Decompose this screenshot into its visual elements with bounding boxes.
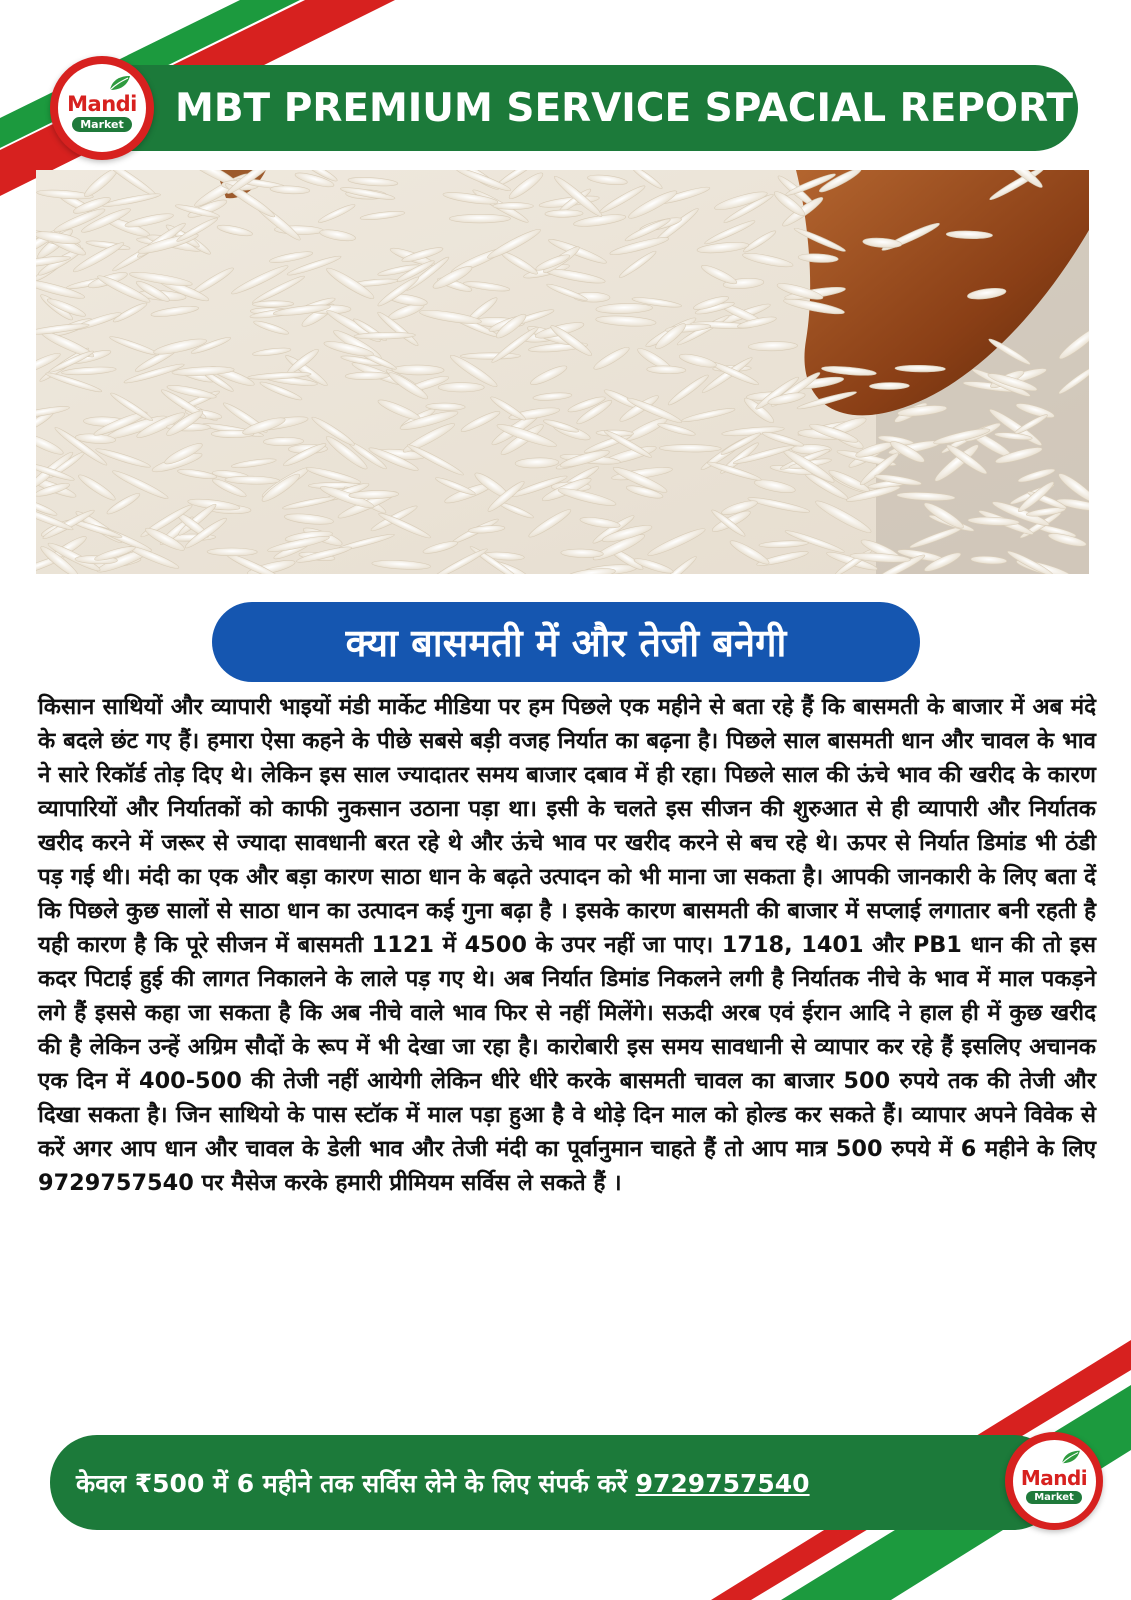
leaf-icon	[1060, 1449, 1082, 1465]
logo-mandi-text: Mandi	[67, 91, 137, 116]
logo-top	[50, 56, 154, 160]
logo-mandi-text: Mandi	[1020, 1465, 1088, 1490]
leaf-icon	[108, 74, 132, 92]
footer-text	[76, 1466, 810, 1500]
logo-market-text: Market	[1026, 1491, 1082, 1504]
rice-photo	[36, 170, 1089, 574]
footer-message: केवल ₹500 में 6 महीने तक सर्विस लेने के लिए संपर्क करें	[76, 1468, 636, 1498]
article-body: किसान साथियों और व्यापारी भाइयों मंडी मार्केट मीडिया पर हम पिछले एक महीने से बता रहे हैं कि बासमती के बाजार में अब मंदे के बदले छंट गए हैं। हमारा ऐसा कहने के पीछे सबसे बड़ी वजह निर्यात का बढ़ना है। पिछले साल बासमती धान और चावल के भाव ने सारे रिकॉर्ड तोड़ दिए थे। लेकिन इस साल ज्यादातर समय बाजार दबाव में ही रहा। पिछले साल की ऊंचे भाव की खरीद के कारण व्यापारियों और निर्यातकों को काफी नुकसान उठाना पड़ा था। इसी के चलते इस सीजन की शुरुआत से ही व्यापारी और निर्यातक खरीद करने में जरूर से ज्यादा सावधानी बरत रहे थे और ऊंचे भाव पर खरीद करने से बच रहे थे। ऊपर से निर्यात डिमांड भी ठंडी पड़ गई थी। मंदी का एक और बड़ा कारण साठा धान के बढ़ते उत्पादन को भी माना जा सकता है। आपकी जानकारी के लिए बता दें कि पिछले कुछ सालों से साठा धान का उत्पादन कई गुना बढ़ा है । इसके कारण बासमती की बाजार में सप्लाई लगातार बनी रहती है यही कारण है कि पूरे सीजन में बासमती 1121 में 4500 के उपर नहीं जा पाए। 1718, 1401 और PB1 धान की तो इस कदर पिटाई हुई की लागत निकालने के लाले पड़ गए थे। अब निर्यात डिमांड निकलने लगी है निर्यातक नीचे के भाव में माल पकड़ने लगे हैं इससे कहा जा सकता है कि अब नीचे वाले भाव फिर से नहीं मिलेंगे। सऊदी अरब एवं ईरान आदि ने हाल ही में कुछ खरीद की है लेकिन उन्हें अग्रिम सौदों के रूप में भी देखा जा रहा है। कारोबारी इस समय सावधानी से व्यापार कर रहे हैं इसलिए अचानक एक दिन में 400-500 की तेजी नहीं आयेगी लेकिन धीरे धीरे करके बासमती चावल का बाजार 500 रुपये तक की तेजी और दिखा सकता है। जिन साथियो के पास स्टॉक में माल पड़ा हुआ है वे थोड़े दिन माल को होल्ड कर सकते हैं। व्यापार अपने विवेक से करें अगर आप धान और चावल के डेली भाव और तेजी मंदी का पूर्वानुमान चाहते हैं तो आप मात्र 500 रुपये में 6 महीने के लिए 9729757540 पर मैसेज करके हमारी प्रीमियम सर्विस ले सकते हैं ।	[38, 694, 1096, 1196]
footer-banner	[50, 1435, 1060, 1530]
header-title: MBT PREMIUM SERVICE SPACIAL REPORT	[175, 85, 1073, 131]
header-banner	[110, 65, 1078, 151]
logo-market-text: Market	[72, 117, 132, 132]
headline-pill	[212, 602, 920, 682]
logo-bottom	[1005, 1432, 1103, 1530]
headline-text: क्या बासमती में और तेजी बनेगी	[345, 621, 787, 665]
footer-phone-link[interactable]: 9729757540	[635, 1468, 810, 1498]
